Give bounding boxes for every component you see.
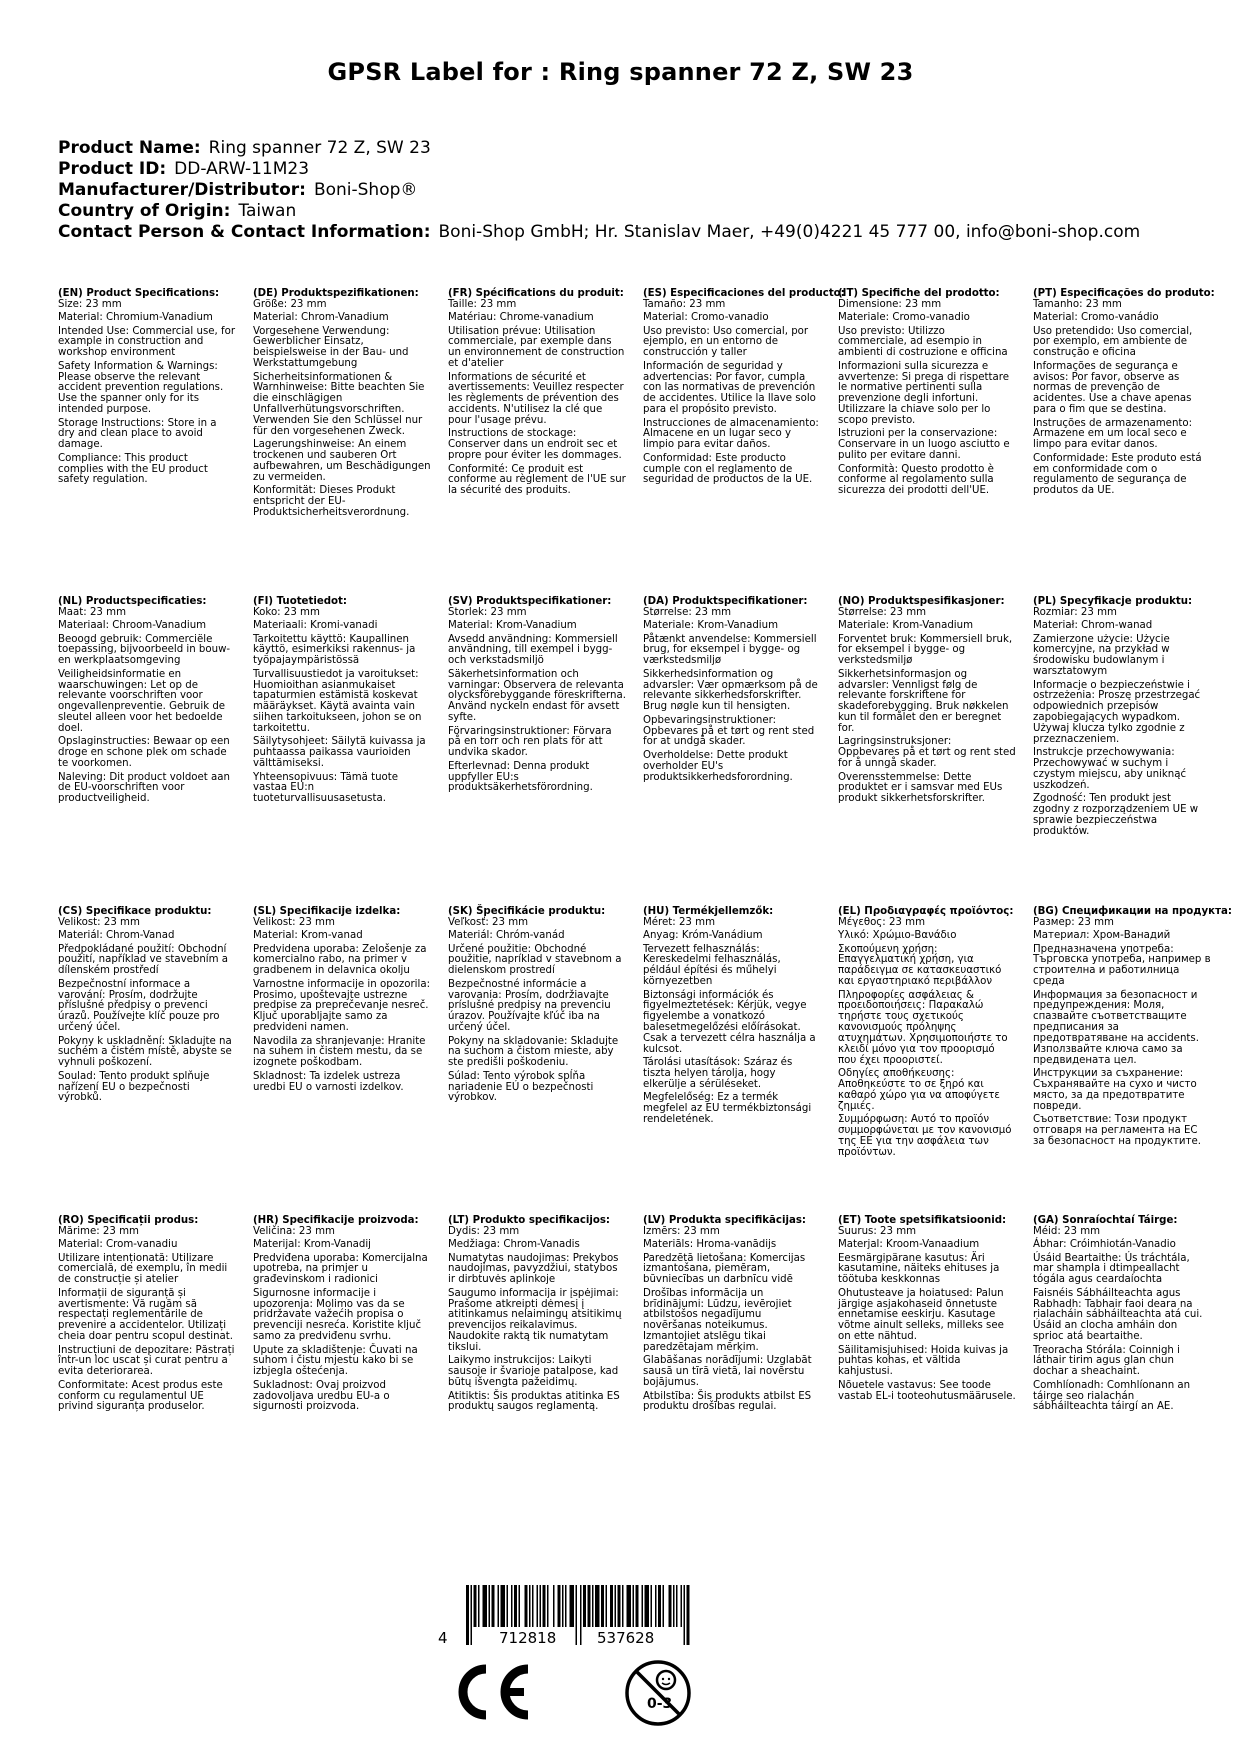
spec-size: Rozmiar: 23 mm (1033, 606, 1117, 618)
spec-paragraph: Πληροφορίες ασφάλειας & προειδοποιήσεις: Παρακαλώ τηρήστε τους σχετικούς κανονισμούς πρόληψης ατυχημάτων. Χρησιμοποιήστε το κλειδί μόνο για τον προορισμό που έχει προοριστεί. (838, 989, 1008, 1066)
barcode-bar (474, 1585, 477, 1627)
language-heading: (DE) Produktspezifikationen: (253, 288, 419, 299)
spec-paragraph: Zgodność: Ten produkt jest zgodny z rozporządzeniem UE w sprawie bezpieczeństwa produktów. (1033, 793, 1199, 838)
language-block (643, 907, 821, 1129)
spec-paragraph: Conformidade: Este produto está em conformidade com o regulamento de segurança de produtos da UE. (1033, 452, 1202, 497)
contact-label: Contact Person & Contact Information: (58, 222, 431, 242)
spec-paragraph: Overensstemmelse: Dette produktet er i samsvar med EUs produkt sikkerhetsforskrifter. (838, 771, 1003, 805)
spec-paragraph: Drošības informācija un brīdinājumi: Lūdzu, ievērojiet atbilstošos negadījumu novēršanas noteikumus. Izmantojiet atslēgu tikai paredzētajam mērķim. (643, 1287, 792, 1354)
spec-size: Veličina: 23 mm (253, 1225, 335, 1237)
spec-paragraph: Bezpečnostné informácie a varovania: Prosím, dodržiavajte príslušné predpisy na prevenciu úrazov. Používajte kľúč iba na určený účel. (448, 978, 611, 1034)
language-block (838, 597, 1016, 808)
spec-paragraph: Předpokládané použití: Obchodní použití, například ve stavebním a dílenském prostředí (58, 943, 229, 977)
language-heading: (GA) Sonraíochtaí Táirge: (1033, 1215, 1178, 1226)
language-heading: (ET) Toote spetsifikatsioonid: (838, 1215, 1007, 1226)
spec-paragraph: Safety Information & Warnings: Please observe the relevant accident prevention regulations. Use the spanner only for its intended purpose. (58, 360, 224, 416)
spec-paragraph: Υλικό: Χρώμιο-Βανάδιο (838, 930, 957, 942)
barcode-bar (673, 1585, 675, 1627)
barcode-bar (651, 1585, 653, 1627)
language-block (1033, 288, 1215, 500)
barcode-bar (633, 1585, 635, 1627)
barcode-bar (622, 1585, 624, 1627)
spec-paragraph: Zamierzone użycie: Użycie komercyjne, na przykład w środowisku budowlanym i warsztatowym (1033, 633, 1170, 678)
spec-paragraph: Säkerhetsinformation och varningar: Observera de relevanta olycksförebyggande föreskrifterna. Använd nyckeln endast för avsett syfte. (448, 668, 626, 724)
spec-paragraph: Συμμόρφωση: Αυτό το προϊόν συμμορφώνεται με τον κανονισμό της ΕΕ για την ασφάλεια των προϊόντων. (838, 1114, 1012, 1158)
spec-paragraph: Upute za skladištenje: Čuvati na suhom i čistu mjestu kako bi se izbjegla oštećenja. (253, 1344, 418, 1378)
language-heading: (FR) Spécifications du produit: (448, 288, 624, 299)
barcode-bar (466, 1585, 469, 1645)
barcode-bar (645, 1585, 650, 1627)
barcode-bar (618, 1585, 621, 1627)
barcode-bar (681, 1585, 683, 1627)
barcode-bar (565, 1585, 567, 1627)
spec-paragraph: Uso previsto: Utilizzo commerciale, ad esempio in ambienti di costruzione e officina (838, 325, 1008, 359)
spec-paragraph: Uso previsto: Uso comercial, por ejemplo, en un entorno de construcción y taller (643, 325, 809, 359)
barcode-bar (580, 1585, 582, 1645)
spec-paragraph: Utilizare intenționată: Utilizare comercială, de exemplu, în medii de construcție și atelier (58, 1252, 228, 1286)
contact-row (58, 222, 1140, 243)
contact-value: Boni-Shop GmbH; Hr. Stanislav Maer, +49(0)4221 45 777 00, info@boni-shop.com (438, 222, 1141, 242)
language-block (643, 288, 845, 489)
spec-paragraph: Säilytysohjeet: Säilytä kuivassa ja puhtaassa paikassa vaurioiden välttämiseksi. (253, 736, 426, 770)
spec-paragraph: Istruzioni per la conservazione: Conservare in un luogo asciutto e pulito per evitare danni. (838, 428, 1010, 462)
language-block (253, 289, 431, 521)
barcode-bar (627, 1585, 632, 1627)
spec-size: Μέγεθος: 23 mm (838, 916, 925, 928)
language-block (1033, 1216, 1211, 1416)
spec-paragraph: Materijal: Krom-Vanadij (253, 1239, 372, 1251)
language-block (643, 1216, 821, 1416)
language-heading: (RO) Specificații produs: (58, 1215, 199, 1226)
barcode-bar (576, 1585, 578, 1645)
spec-paragraph: Materiał: Chrom-wanad (1033, 620, 1153, 632)
barcode-bar (507, 1585, 509, 1627)
spec-paragraph: Σκοπούμενη χρήση: Επαγγελματική χρήση, για παράδειγμα σε κατασκευαστικό και εργαστηριακό περιβάλλον (838, 943, 1002, 988)
product-id-value: DD-ARW-11M23 (174, 159, 310, 179)
origin-value: Taiwan (238, 201, 297, 221)
barcode-bar (483, 1585, 488, 1627)
barcode-bar (543, 1585, 546, 1627)
spec-paragraph: Conformitate: Acest produs este conform cu regulamentul UE privind siguranța produselor. (58, 1379, 223, 1413)
barcode-bar (562, 1585, 564, 1627)
spec-paragraph: Sicherheitsinformationen & Warnhinweise: Bitte beachten Sie die einschlägigen Unfallverhütungsvorschriften. Verwenden Sie den Schlüssel nur für den vorgesehenen Zweck. (253, 371, 425, 438)
spec-paragraph: Instrucciones de almacenamiento: Almacene en un lugar seco y limpio para evitar daños. (643, 417, 819, 451)
origin-row (58, 201, 1140, 222)
language-heading: (IT) Specifiche del prodotto: (838, 288, 1000, 299)
barcode-bar (478, 1585, 480, 1627)
spec-paragraph: Instructions de stockage: Conserver dans un endroit sec et propre pour éviter les dommages. (448, 428, 622, 462)
spec-paragraph: Laikymo instrukcijos: Laikyti sausoje ir švarioje patalpose, kad būtų išvengta pažeidimų. (448, 1355, 619, 1389)
spec-paragraph: Vorgesehene Verwendung: Gewerblicher Einsatz, beispielsweise in der Bau- und Werkstattumgebung (253, 325, 409, 370)
barcode-bar (540, 1585, 542, 1627)
product-name-value: Ring spanner 72 Z, SW 23 (208, 138, 431, 158)
spec-paragraph: Atitiktis: Šis produktas atitinka ES produktų saugos reglamentą. (448, 1390, 620, 1413)
spec-paragraph: Instrukcje przechowywania: Przechowywać w suchym i czystym miejscu, aby uniknąć uszkodzeń. (1033, 747, 1187, 792)
spec-paragraph: Konformität: Dieses Produkt entspricht der EU-Produktsicherheitsverordnung. (253, 485, 410, 519)
spec-paragraph: Tárolási utasítások: Száraz és tiszta helyen tárolja, hogy elkerülje a sérüléseket. (643, 1057, 793, 1091)
spec-paragraph: Sikkerhetsinformasjon og advarsler: Vennligst følg de relevante forskriftene for skadeforebygging. Bruk nøkkelen kun til formålet den er beregnet for. (838, 668, 1009, 735)
spec-size: Dydis: 23 mm (448, 1225, 520, 1237)
language-heading: (HU) Termékjellemzők: (643, 906, 774, 917)
barcode-group-right: 537628 (597, 1629, 655, 1647)
spec-paragraph: Treoracha Stórála: Coinnigh i láthair tirim agus glan chun dochar a sheachaint. (1033, 1344, 1180, 1378)
barcode-bar (519, 1585, 521, 1627)
spec-paragraph: Tarkoitettu käyttö: Kaupallinen käyttö, esimerkiksi rakennus- ja työpajaympäristössä (253, 633, 416, 667)
spec-paragraph: Sigurnosne informacije i upozorenja: Molimo vas da se pridržavate važećih propisa o prevenciji nesreća. Koristite ključ samo za predviđenu svrhu. (253, 1287, 422, 1343)
ce-mark-icon (448, 1663, 534, 1721)
spec-paragraph: Ohutusteave ja hoiatused: Palun järgige asjakohaseid õnnetuste ennetamise eeskirju. Kasutage võtme ainult selleks, milleks see on ette nähtud. (838, 1287, 1004, 1343)
spec-paragraph: Lagerungshinweise: An einem trockenen und sauberen Ort aufbewahren, um Beschädigungen zu vermeiden. (253, 439, 431, 484)
spec-paragraph: Utilisation prévue: Utilisation commerciale, par exemple dans un environnement de construction et d'atelier (448, 325, 625, 370)
spec-size: Mărime: 23 mm (58, 1225, 139, 1237)
age-warning-icon (623, 1658, 693, 1728)
language-heading: (DA) Produktspecifikationer: (643, 596, 808, 607)
spec-paragraph: Faisnéis Sábháilteachta agus Rabhadh: Tabhair faoi deara na rialacháin sábháilteachta atá cui. Úsáid an clocha amháin don sprioc atá beartaithe. (1033, 1287, 1203, 1343)
barcode-bar (684, 1585, 686, 1645)
spec-paragraph: Materjal: Kroom-Vanaadium (838, 1239, 980, 1251)
origin-label: Country of Origin: (58, 201, 231, 221)
barcode-bar (529, 1585, 531, 1627)
language-block (58, 907, 236, 1107)
spec-paragraph: Materiāls: Hroma-vanādijs (643, 1239, 777, 1251)
barcode-bar (658, 1585, 661, 1627)
manufacturer-row (58, 180, 1140, 201)
spec-paragraph: Materiale: Krom-Vanadium (643, 620, 779, 632)
product-id-label: Product ID: (58, 159, 167, 179)
spec-paragraph: Avsedd användning: Kommersiell användning, till exempel i bygg- och verkstadsmiljö (448, 633, 618, 667)
spec-size: Velikost: 23 mm (253, 916, 335, 928)
spec-size: Méid: 23 mm (1033, 1225, 1101, 1237)
spec-paragraph: Инструкции за съхранение: Съхранявайте на сухо и чисто място, за да предотвратите повреди. (1033, 1068, 1197, 1112)
spec-paragraph: Glabāšanas norādījumi: Uzglabāt sausā un tīrā vietā, lai novērstu bojājumus. (643, 1355, 812, 1389)
spec-paragraph: Compliance: This product complies with the EU product safety regulation. (58, 452, 208, 486)
spec-size: Izmērs: 23 mm (643, 1225, 720, 1237)
spec-paragraph: Efterlevnad: Denna produkt uppfyller EU:s produktsäkerhetsförordning. (448, 760, 593, 794)
manufacturer-value: Boni-Shop® (313, 180, 418, 200)
barcode-bar (663, 1585, 665, 1627)
language-block (1033, 906, 1232, 1150)
language-block (58, 289, 236, 489)
spec-paragraph: Ábhar: Cróimhiotán-Vanadio (1033, 1239, 1176, 1251)
barcode-bar (595, 1585, 600, 1627)
barcode-bar (558, 1585, 561, 1627)
spec-paragraph: Overholdelse: Dette produkt overholder EU's produktsikkerhedsforordning. (643, 749, 793, 783)
spec-grid-row (58, 907, 1238, 1207)
language-heading: (LV) Produkta specifikācijas: (643, 1215, 806, 1226)
age-warning-text: 0-3 (647, 1696, 673, 1712)
spec-paragraph: Bezpečnostní informace a varování: Prosím, dodržujte příslušné předpisy o prevenci úrazů. Používejte klíč pouze pro určený účel. (58, 978, 220, 1034)
barcode-bar (687, 1585, 690, 1645)
spec-paragraph: Informazioni sulla sicurezza e avvertenze: Si prega di rispettare le normative pertinenti sulla prevenzione degli infortuni. Utilizzare la chiave solo per lo scopo previsto. (838, 360, 1010, 427)
spec-paragraph: Soulad: Tento produkt splňuje nařízení EU o bezpečnosti výrobků. (58, 1070, 210, 1104)
spec-paragraph: Comhlíonadh: Comhlíonann an táirge seo rialachán sábháilteachta táirgí an AE. (1033, 1379, 1191, 1413)
barcode-bar (532, 1585, 534, 1627)
spec-paragraph: Предназначена употреба: Търговска употреба, например в строителна и работилница среда (1033, 943, 1211, 988)
spec-grid-row (58, 597, 1238, 897)
spec-paragraph: Οδηγίες αποθήκευσης: Αποθηκεύστε το σε ξηρό και καθαρό χώρο για να αποφύγετε ζημιές. (838, 1068, 1000, 1112)
spec-paragraph: Materiál: Chrom-Vanad (58, 930, 175, 942)
spec-paragraph: Pokyny na skladovanie: Skladujte na suchom a čistom mieste, aby ste predišli poškodeniu. (448, 1035, 619, 1069)
spec-size: Méret: 23 mm (643, 916, 716, 928)
spec-paragraph: Conformidad: Este producto cumple con el reglamento de seguridad de productos de la UE. (643, 452, 813, 486)
spec-paragraph: Material: Chromium-Vanadium (58, 312, 213, 324)
barcode-bar (514, 1585, 517, 1627)
barcode-bar (592, 1585, 594, 1627)
spec-paragraph: Tervezett felhasználás: Kereskedelmi felhasználás, például építési és műhelyi környezetben (643, 943, 781, 988)
spec-paragraph: Storage Instructions: Store in a dry and clean place to avoid damage. (58, 417, 217, 451)
product-info (58, 138, 1140, 243)
spec-paragraph: Predviđena uporaba: Komercijalna upotreba, na primjer u građevinskom i radionici (253, 1252, 428, 1286)
spec-paragraph: Информация за безопасност и предупреждения: Моля, спазвайте съответстващите предписания за предотвратяване на accidents. Използвайте ключа само за предвидената цел. (1033, 989, 1199, 1066)
spec-paragraph: Conformità: Questo prodotto è conforme al regolamento sulla sicurezza dei prodotti dell'UE. (838, 463, 994, 497)
spec-paragraph: Matériau: Chrome-vanadium (448, 312, 594, 324)
spec-size: Größe: 23 mm (253, 298, 327, 310)
language-block (1033, 597, 1211, 840)
spec-paragraph: Säilitamisjuhised: Hoida kuivas ja puhtas kohas, et vältida kahjustusi. (838, 1344, 1009, 1378)
barcode-bar (655, 1585, 657, 1627)
barcode-bar (642, 1585, 644, 1627)
spec-paragraph: Lagringsinstruksjoner: Oppbevares på et tørt og rent sted for å unngå skader. (838, 736, 1016, 770)
spec-paragraph: Turvallisuustiedot ja varoitukset: Huomioithan asianmukaiset tapaturmien estämistä koskevat määräykset. Käytä avainta vain siihen tarkoitukseen, johon se on tarkoitettu. (253, 668, 422, 735)
spec-paragraph: Información de seguridad y advertencias: Por favor, cumpla con las normativas de prevención de accidentes. Utilice la llave solo para el propósito previsto. (643, 360, 816, 416)
language-heading: (LT) Produkto specifikacijos: (448, 1215, 610, 1226)
spec-paragraph: Navodila za shranjevanje: Hranite na suhem in čistem mestu, da se izognete poškodbam. (253, 1035, 426, 1069)
spec-paragraph: Материал: Хром-Ванадий (1033, 930, 1171, 942)
barcode-bar (492, 1585, 495, 1627)
spec-paragraph: Informações de segurança e avisos: Por favor, observe as normas de prevenção de acidentes. Use a chave apenas para o fim que se destina. (1033, 360, 1192, 416)
spec-size: Størrelse: 23 mm (838, 606, 927, 618)
ean-barcode (438, 1585, 694, 1649)
spec-size: Koko: 23 mm (253, 606, 320, 618)
product-name-label: Product Name: (58, 138, 201, 158)
language-block (448, 289, 626, 500)
spec-size: Maat: 23 mm (58, 606, 126, 618)
language-block (253, 1216, 431, 1416)
spec-paragraph: Megfelelőség: Ez a termék megfelel az EU termékbiztonsági rendeletének. (643, 1092, 812, 1126)
spec-size: Размер: 23 mm (1033, 916, 1114, 928)
barcode-bar (636, 1585, 639, 1627)
spec-paragraph: Opbevaringsinstruktioner: Opbevares på et tørt og rent sted for at undgå skader. (643, 714, 815, 748)
spec-paragraph: Materiale: Cromo-vanadio (838, 312, 970, 324)
language-block (838, 1216, 1016, 1405)
spec-paragraph: Naleving: Dit product voldoet aan de EU-voorschriften voor productveiligheid. (58, 771, 230, 805)
spec-grid-row (58, 289, 1238, 589)
barcode-bar (606, 1585, 608, 1627)
language-block (838, 289, 1016, 500)
spec-paragraph: Instrucțiuni de depozitare: Păstrați într-un loc uscat și curat pentru a evita deteriorarea. (58, 1344, 235, 1378)
product-id-row (58, 159, 1140, 180)
spec-paragraph: Materiaali: Kromi-vanadi (253, 620, 378, 632)
spec-size: Dimensione: 23 mm (838, 298, 942, 310)
barcode-bar (553, 1585, 555, 1627)
product-name-row (58, 138, 1140, 159)
barcode-group-left: 712818 (499, 1629, 557, 1647)
spec-paragraph: Pokyny k uskladnění: Skladujte na suchém a čistém místě, abyste se vyhnuli poškození. (58, 1035, 232, 1069)
language-block (448, 1216, 626, 1416)
language-heading: (SV) Produktspecifikationer: (448, 596, 612, 607)
manufacturer-label: Manufacturer/Distributor: (58, 180, 306, 200)
spec-paragraph: Anyag: Króm-Vanádium (643, 930, 763, 942)
spec-size: Taille: 23 mm (448, 298, 517, 310)
spec-paragraph: Biztonsági információk és figyelmeztetések: Kérjük, vegye figyelembe a vonatkozó balesetmegelőzési előírásokat. Csak a tervezett célra használja a kulcsot. (643, 989, 816, 1056)
spec-size: Velikost: 23 mm (58, 916, 140, 928)
language-heading: (FI) Tuotetiedot: (253, 596, 347, 607)
spec-paragraph: Material: Cromo-vanádio (1033, 312, 1159, 324)
language-heading: (PL) Specyfikacje produktu: (1033, 596, 1193, 607)
barcode-bar (669, 1585, 672, 1627)
barcode-bar (601, 1585, 604, 1627)
spec-paragraph: Varnostne informacije in opozorila: Prosimo, upoštevajte ustrezne predpise za preprečevanje nesreč. Ključ uporabljajte samo za predvideni namen. (253, 978, 430, 1034)
language-heading: (NO) Produktspesifikasjoner: (838, 596, 1005, 607)
spec-grid-row (58, 1216, 1238, 1516)
language-block (448, 907, 626, 1107)
language-heading: (EL) Προδιαγραφές προϊόντος: (838, 906, 1014, 917)
language-block (58, 1216, 236, 1416)
language-heading: (EN) Product Specifications: (58, 288, 220, 299)
barcode-bar (525, 1585, 528, 1627)
barcode-bar (583, 1585, 586, 1627)
barcode-bar (489, 1585, 491, 1627)
barcode-bar (511, 1585, 513, 1627)
spec-size: Suurus: 23 mm (838, 1225, 917, 1237)
language-block (838, 907, 1016, 1161)
barcode-bar (610, 1585, 613, 1627)
spec-paragraph: Úsáid Beartaithe: Ús tráchtála, mar shampla i dtimpeallacht tógála agus ceardaíochta (1033, 1252, 1190, 1286)
language-block (253, 907, 431, 1096)
barcode-bar (501, 1585, 506, 1627)
spec-paragraph: Numatytas naudojimas: Prekybos naudojimas, pavyzdžiui, statybos ir dirbtuvės aplinkoje (448, 1252, 619, 1286)
barcode-bar (537, 1585, 539, 1627)
language-block (448, 597, 626, 797)
barcode-bar (588, 1585, 591, 1627)
spec-size: Tamanho: 23 mm (1033, 298, 1122, 310)
spec-paragraph: Yhteensopivuus: Tämä tuote vastaa EU:n tuoteturvallisuusasetusta. (253, 771, 399, 805)
spec-paragraph: Určené použitie: Obchodné použitie, napríklad v stavebnom a dielenskom prostredí (448, 943, 622, 977)
spec-paragraph: Veiligheidsinformatie en waarschuwingen: Let op de relevante voorschriften voor ongevallenpreventie. Gebruik de sleutel alleen voor het bedoelde doel. (58, 668, 226, 735)
spec-paragraph: Sukladnost: Ovaj proizvod zadovoljava uredbu EU-a o sigurnosti proizvoda. (253, 1379, 390, 1413)
spec-size: Storlek: 23 mm (448, 606, 527, 618)
spec-paragraph: Påtænkt anvendelse: Kommersiell brug, for eksempel i bygge- og værkstedsmiljø (643, 633, 817, 667)
barcode-bar (570, 1585, 575, 1627)
spec-paragraph: Material: Crom-vanadiu (58, 1239, 178, 1251)
barcode-digit-lead: 4 (438, 1629, 448, 1647)
spec-paragraph: Materiál: Chróm-vanád (448, 930, 565, 942)
spec-paragraph: Nõuetele vastavus: See toode vastab EL-i tooteohutusmäärusele. (838, 1379, 1016, 1402)
language-block (643, 597, 821, 786)
spec-size: Size: 23 mm (58, 298, 122, 310)
barcode-bar (676, 1585, 678, 1627)
language-block (58, 597, 236, 808)
spec-size: Størrelse: 23 mm (643, 606, 732, 618)
spec-paragraph: Skladnost: Ta izdelek ustreza uredbi EU o varnosti izdelkov. (253, 1070, 404, 1093)
language-block (253, 597, 431, 808)
page-title: GPSR Label for : Ring spanner 72 Z, SW 23 (327, 58, 914, 86)
spec-paragraph: Conformité: Ce produit est conforme au règlement de l'UE sur la sécurité des produits. (448, 463, 626, 497)
language-heading: (HR) Specifikacije proizvoda: (253, 1215, 419, 1226)
spec-paragraph: Opslaginstructies: Bewaar op een droge en schone plek om schade te voorkomen. (58, 736, 230, 770)
spec-paragraph: Atbilstība: Šis produkts atbilst ES produktu drošības regulai. (643, 1390, 812, 1413)
spec-paragraph: Saugumo informacija ir įspėjimai: Prašome atkreipti dėmesį į atitinkamus nelaimingų atsitikimų prevencijos reikalavimus. Naudokite raktą tik numatytam tikslui. (448, 1287, 622, 1354)
spec-paragraph: Materiaal: Chroom-Vanadium (58, 620, 207, 632)
spec-paragraph: Förvaringsinstruktioner: Förvara på en torr och ren plats för att undvika skador. (448, 725, 612, 759)
spec-paragraph: Materiale: Krom-Vanadium (838, 620, 974, 632)
language-heading: (PT) Especificações do produto: (1033, 288, 1215, 299)
barcode-bar (547, 1585, 549, 1627)
spec-paragraph: Súlad: Tento výrobok spĺňa nariadenie EÚ o bezpečnosti výrobkov. (448, 1070, 594, 1104)
spec-paragraph: Material: Cromo-vanadio (643, 312, 769, 324)
spec-paragraph: Forventet bruk: Kommersiell bruk, for eksempel i bygge- og verkstedsmiljø (838, 633, 1013, 667)
spec-paragraph: Informations de sécurité et avertissements: Veuillez respecter les règlements de prévention des accidents. N'utilisez la clé que pour l'usage prévu. (448, 371, 624, 427)
language-heading: (SL) Specifikacije izdelka: (253, 906, 401, 917)
language-heading: (NL) Productspecificaties: (58, 596, 207, 607)
spec-paragraph: Informații de siguranță și avertismente: Vă rugăm să respectați reglementările de prevenire a accidentelor. Utilizați cheia doar pentru scopul destinat. (58, 1287, 234, 1343)
spec-paragraph: Medžiaga: Chrom-Vanadis (448, 1239, 580, 1251)
spec-size: Tamaño: 23 mm (643, 298, 726, 310)
spec-paragraph: Instruções de armazenamento: Armazene em um local seco e limpo para evitar danos. (1033, 417, 1193, 451)
spec-size: Veľkosť: 23 mm (448, 916, 529, 928)
spec-paragraph: Beoogd gebruik: Commerciële toepassing, bijvoorbeeld in bouw- en werkplaatsomgeving (58, 633, 231, 667)
spec-paragraph: Eesmärgipärane kasutus: Äri kasutamine, näiteks ehituses ja töötuba keskkonnas (838, 1252, 1000, 1286)
spec-paragraph: Intended Use: Commercial use, for example in construction and workshop environment (58, 325, 236, 359)
language-heading: (SK) Špecifikácie produktu: (448, 906, 606, 917)
barcode-bar (471, 1585, 473, 1645)
language-heading: (ES) Especificaciones del producto: (643, 288, 845, 299)
barcode-bar (615, 1585, 617, 1627)
spec-paragraph: Paredzētā lietošana: Komercijas izmantošana, piemēram, būvniecības un darbnīcu vidē (643, 1252, 806, 1286)
spec-paragraph: Material: Krom-Vanadium (448, 620, 577, 632)
spec-paragraph: Съответствие: Този продукт отговаря на регламента на ЕС за безопасност на продуктите. (1033, 1114, 1201, 1148)
spec-paragraph: Uso pretendido: Uso comercial, por exemplo, em ambiente de construção e oficina (1033, 325, 1193, 359)
spec-paragraph: Material: Chrom-Vanadium (253, 312, 389, 324)
spec-paragraph: Informacje o bezpieczeństwie i ostrzeżenia: Proszę przestrzegać odpowiednich przepisów zapobiegających wypadkom. Używaj klucza tylko zgodnie z przeznaczeniem. (1033, 679, 1201, 746)
language-heading: (CS) Specifikace produktu: (58, 906, 212, 917)
label-footer (0, 1585, 1241, 1755)
spec-paragraph: Predvidena uporaba: Zelošenje za komercialno rabo, na primer v gradbenem in delavnica okolju (253, 943, 427, 977)
spec-paragraph: Material: Krom-vanad (253, 930, 363, 942)
barcode-bar (498, 1585, 500, 1627)
spec-paragraph: Sikkerhedsinformation og advarsler: Vær opmærksom på de relevante sikkerhedsforskrifter. Brug nøgle kun til hensigten. (643, 668, 818, 713)
language-heading: (BG) Спецификации на продукта: (1033, 906, 1232, 917)
